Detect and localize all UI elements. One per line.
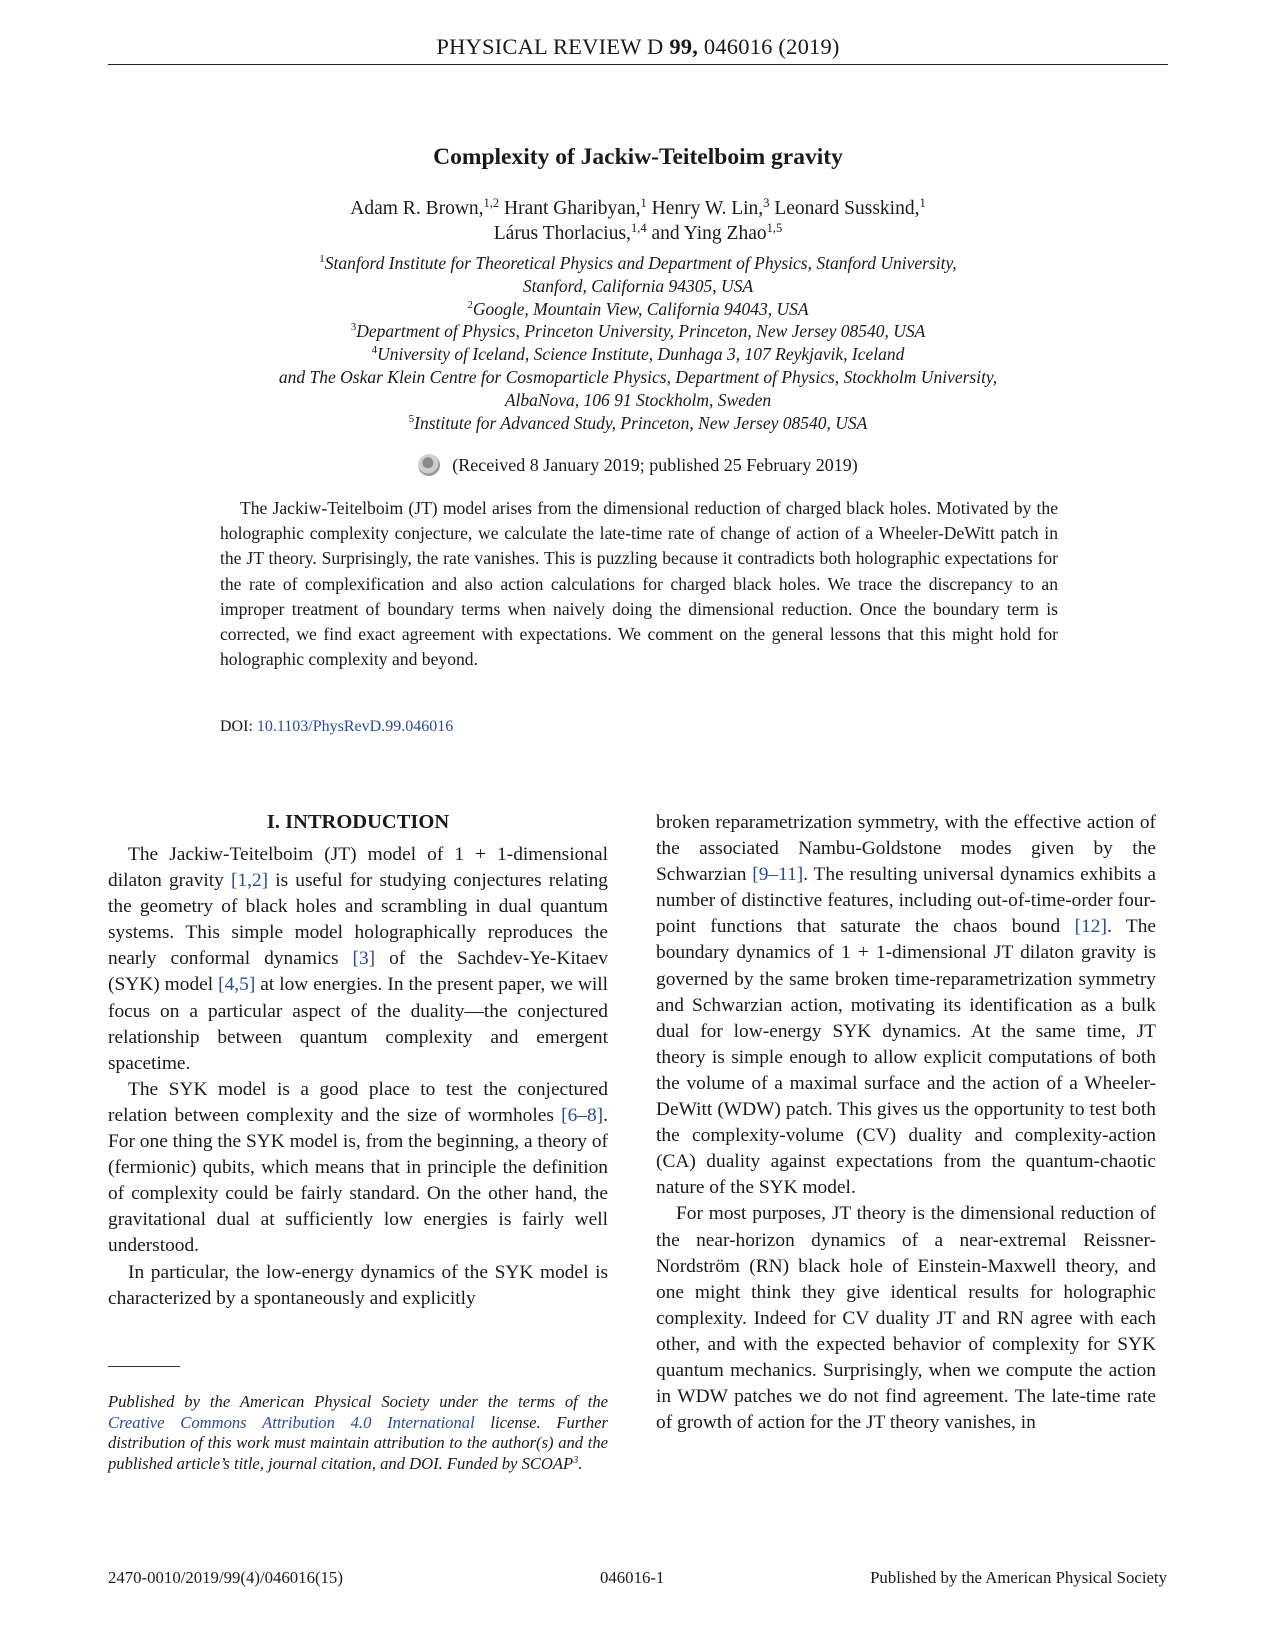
- paragraph: For most purposes, JT theory is the dimensional reduction of the near-horizon dynamics of a near-extremal Reissner-Nordström (RN) black hole of Einstein-Maxwell theory, and one might think they give identical results for holographic complexity. Indeed for CV duality JT and RN agree with each other, and with the expected behavior of complexity for SYK quantum mechanics. Surprisingly, when we compute the action in WDW patches we do not find agreement. The late-time rate of growth of action for the JT theory vanishes, in: [656, 1203, 1156, 1434]
- affiliations: [108, 252, 1168, 434]
- abstract: The Jackiw-Teitelboim (JT) model arises from the dimensional reduction of charged black holes. Motivated by the holographic complexity conjecture, we calculate the late-time rate of change of action of a Wheeler-DeWitt patch in the JT theory. Surprisingly, the rate vanishes. This is puzzling because it contradicts both holographic expectations for the rate of complexification and also action calculations for charged black holes. We trace the discrepancy to an improper treatment of boundary terms when naively doing the dimensional reduction. Once the boundary term is corrected, we find exact agreement with expectations. We comment on the general lessons that this might hold for holographic complexity and beyond.: [220, 498, 1058, 670]
- affiliation-line: AlbaNova, 106 91 Stockholm, Sweden: [504, 389, 772, 410]
- left-column: [108, 810, 608, 1312]
- volume: 99,: [669, 34, 699, 59]
- affiliation-line: $^4$University of Iceland, Science Institute, Dunhaga 3, 107 Reykjavik, Iceland: [371, 344, 905, 365]
- citation-link[interactable]: [12]: [1074, 916, 1107, 938]
- doi: [220, 718, 453, 736]
- paper-title: Complexity of Jackiw-Teitelboim gravity: [433, 144, 843, 170]
- footer-publisher: Published by the American Physical Society: [870, 1568, 1167, 1587]
- journal-name: PHYSICAL REVIEW D: [436, 34, 664, 59]
- affiliation-line: $^3$Department of Physics, Princeton University, Princeton, New Jersey 08540, USA: [350, 321, 926, 342]
- affiliation-line: $^2$Google, Mountain View, California 94043, USA: [467, 298, 809, 319]
- received-text: (Received 8 January 2019; published 25 February 2019): [452, 455, 858, 475]
- doi-link[interactable]: 10.1103/PhysRevD.99.046016: [256, 718, 454, 735]
- section-heading: I. INTRODUCTION: [266, 811, 450, 833]
- citation-link[interactable]: [9–11]: [752, 864, 804, 886]
- license-link[interactable]: Creative Commons Attribution 4.0 International: [108, 1412, 475, 1432]
- running-header: [108, 34, 1168, 60]
- author-list: [108, 196, 1168, 246]
- license-footnote: Published by the American Physical Society under the terms of the Creative Commons Attribution 4.0 International license. Further distribution of this work must maintain attribution to the author(s) and the published article’s title, journal citation, and DOI. Funded by SCOAP$^3$.: [108, 1392, 608, 1473]
- received-dates: [108, 454, 1168, 476]
- footer-issn: 2470-0010/2019/99(4)/046016(15): [108, 1568, 343, 1587]
- author[interactable]: Hrant Gharibyan,$^1$: [504, 196, 647, 219]
- footer-page-number: 046016-1: [600, 1568, 665, 1587]
- paragraph: The SYK model is a good place to test the conjectured relation between complexity and the size of wormholes [6–8]. For one thing the SYK model is, from the beginning, a theory of (fermionic) qubits, which means that in principle the definition of complexity could be fairly standard. On the other hand, the gravitational dual at sufficiently low energies is fairly well understood.: [108, 1078, 608, 1257]
- right-column: [656, 810, 1156, 1436]
- citation-link[interactable]: [3]: [352, 948, 376, 970]
- citation-link[interactable]: [1,2]: [230, 870, 269, 892]
- affiliation-line: $^1$Stanford Institute for Theoretical Physics and Department of Physics, Stanford University,: [319, 253, 957, 273]
- affiliation-line: Stanford, California 94305, USA: [522, 275, 754, 296]
- author[interactable]: Henry W. Lin,$^3$: [651, 196, 770, 219]
- author[interactable]: Leonard Susskind,$^1$: [774, 196, 926, 219]
- doi-label: DOI:: [220, 718, 253, 735]
- paragraph: The Jackiw-Teitelboim (JT) model of 1 + 1-dimensional dilaton gravity [1,2] is useful for studying conjectures relating the geometry of black holes and scrambling in dual quantum systems. This simple model holographically reproduces the nearly conformal dynamics [3] of the Sachdev-Ye-Kitaev (SYK) model [4,5] at low energies. In the present paper, we will focus on a particular aspect of the duality—the conjectured relationship between quantum complexity and emergent spacetime.: [108, 844, 608, 1074]
- check-for-updates-icon[interactable]: [418, 454, 440, 476]
- author[interactable]: Lárus Thorlacius,$^{1,4}$: [493, 221, 647, 244]
- footnote-rule: [108, 1366, 180, 1367]
- citation-link[interactable]: [6–8]: [561, 1104, 604, 1126]
- author[interactable]: and Ying Zhao$^{1,5}$: [651, 221, 783, 244]
- citation-link[interactable]: [4,5]: [218, 974, 256, 996]
- paragraph: In particular, the low-energy dynamics of the SYK model is characterized by a spontaneously and explicitly: [108, 1261, 608, 1309]
- article-info: 046016 (2019): [703, 34, 840, 59]
- author[interactable]: Adam R. Brown,$^{1,2}$: [350, 196, 500, 219]
- affiliation-line: and The Oskar Klein Centre for Cosmoparticle Physics, Department of Physics, Stockholm University,: [278, 366, 998, 387]
- affiliation-line: $^5$Institute for Advanced Study, Princeton, New Jersey 08540, USA: [408, 412, 868, 433]
- header-rule: [108, 64, 1168, 65]
- paragraph: broken reparametrization symmetry, with the effective action of the associated Nambu-Goldstone modes given by the Schwarzian [9–11]. The resulting universal dynamics exhibits a number of distinctive features, including out-of-time-order four-point functions that saturate the chaos bound [12]. The boundary dynamics of 1 + 1-dimensional JT dilaton gravity is governed by the same broken time-reparametrization symmetry and Schwarzian action, motivating its identification as a bulk dual for low-energy SYK dynamics. At the same time, JT theory is simple enough to allow explicit computations of both the volume of a maximal surface and the action of a Wheeler-DeWitt (WDW) patch. This gives us the opportunity to test both the complexity-volume (CV) duality and complexity-action (CA) duality against expectations from the quantum-chaotic nature of the SYK model.: [656, 812, 1156, 1199]
